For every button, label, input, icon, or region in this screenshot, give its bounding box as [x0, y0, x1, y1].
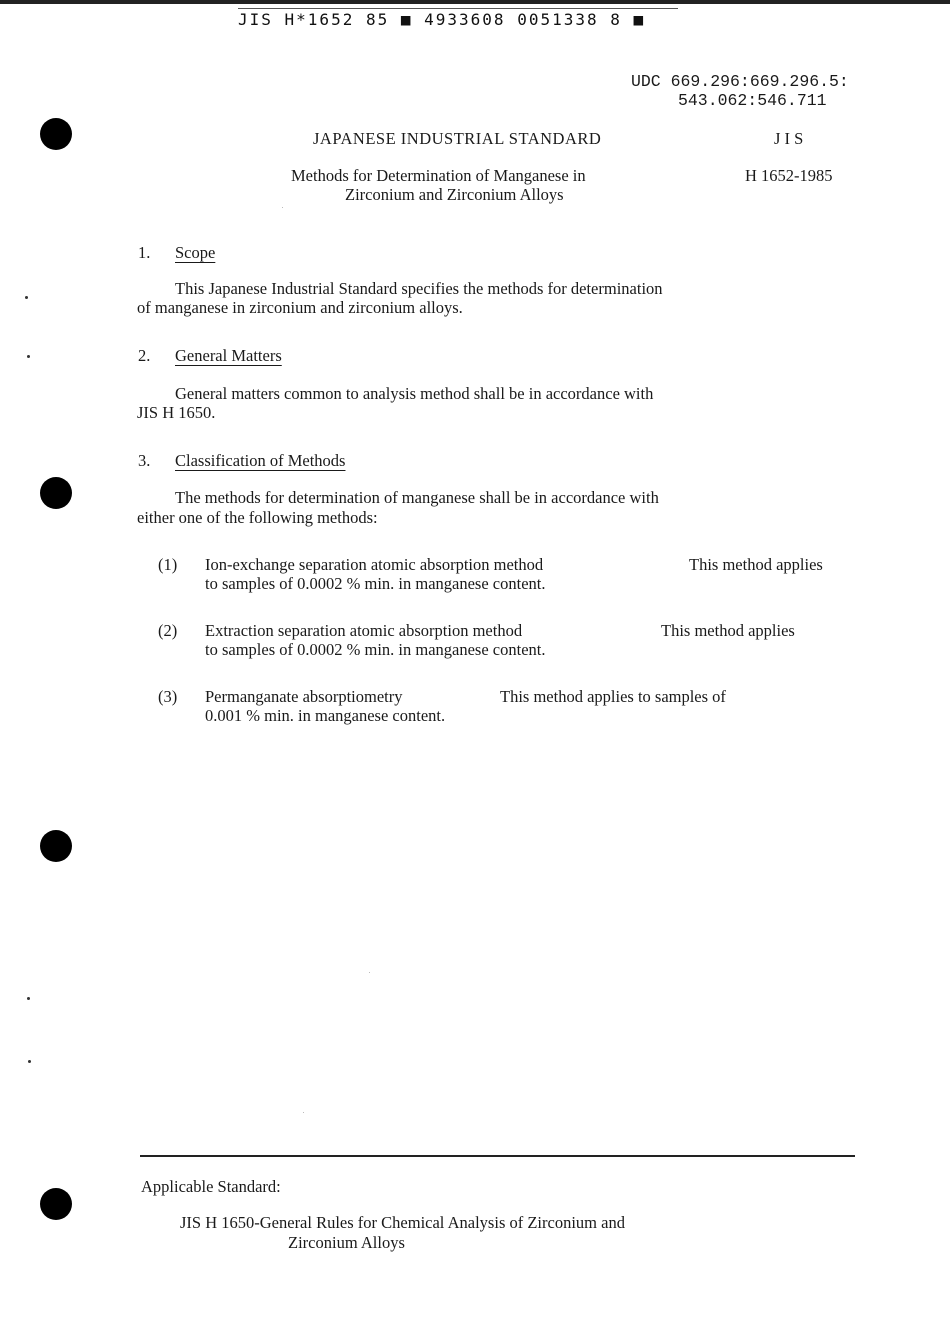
method-item-line2: 0.001 % min. in manganese content.	[205, 706, 446, 725]
method-item-applies: This method applies to samples of	[500, 687, 726, 706]
applicable-standard-label: Applicable Standard:	[141, 1177, 281, 1196]
section-number: 2.	[138, 346, 151, 365]
section-number: 3.	[138, 451, 151, 470]
catalog-barcode-line: JIS H*1652 85 ■ 4933608 0051338 8 ■	[238, 10, 646, 29]
method-item-marker: (3)	[158, 687, 178, 706]
section-text-line2: JIS H 1650.	[137, 403, 216, 422]
method-item-marker: (2)	[158, 621, 178, 640]
applicable-standard-line2: Zirconium Alloys	[288, 1233, 405, 1252]
method-item-name: Permanganate absorptiometry	[205, 687, 403, 706]
method-item-line2: to samples of 0.0002 % min. in manganese content.	[205, 640, 546, 659]
section-text-line2: either one of the following methods:	[137, 508, 378, 527]
method-item-line2: to samples of 0.0002 % min. in manganese content.	[205, 574, 546, 593]
udc-code-line1: UDC 669.296:669.296.5:	[631, 72, 849, 91]
punch-hole-icon	[40, 830, 72, 862]
udc-code-line2: 543.062:546.711	[678, 91, 827, 110]
section-text-line2: of manganese in zirconium and zirconium alloys.	[137, 298, 463, 317]
punch-hole-icon	[40, 1188, 72, 1220]
method-item-marker: (1)	[158, 555, 178, 574]
section-text-line1: The methods for determination of manganese shall be in accordance with	[175, 488, 659, 507]
scan-speck	[25, 296, 28, 299]
scan-speck	[28, 1060, 31, 1063]
scan-speck	[369, 972, 370, 973]
scan-speck	[27, 997, 30, 1000]
doc-title-line2: Zirconium and Zirconium Alloys	[345, 185, 564, 204]
applicable-standard-line1: JIS H 1650-General Rules for Chemical Analysis of Zirconium and	[180, 1213, 625, 1232]
punch-hole-icon	[40, 118, 72, 150]
punch-hole-icon	[40, 477, 72, 509]
section-title-scope: Scope	[175, 243, 216, 262]
doc-title-line1: Methods for Determination of Manganese in	[291, 166, 586, 185]
scan-speck	[282, 207, 283, 208]
jis-mark: J I S	[774, 129, 804, 148]
method-item-applies: This method applies	[661, 621, 795, 640]
header-scan-line	[238, 8, 678, 9]
doc-number: H 1652-1985	[745, 166, 833, 185]
section-text-line1: This Japanese Industrial Standard specifies the methods for determination	[175, 279, 663, 298]
scan-speck	[303, 1112, 304, 1113]
top-scan-border	[0, 0, 950, 4]
method-item-name: Ion-exchange separation atomic absorption method	[205, 555, 544, 574]
method-item-name: Extraction separation atomic absorption method	[205, 621, 523, 640]
footer-divider	[140, 1155, 855, 1157]
standard-title: JAPANESE INDUSTRIAL STANDARD	[313, 129, 602, 148]
section-number: 1.	[138, 243, 151, 262]
section-title-classification: Classification of Methods	[175, 451, 346, 470]
method-item-applies: This method applies	[689, 555, 823, 574]
section-text-line1: General matters common to analysis method shall be in accordance with	[175, 384, 654, 403]
section-title-general-matters: General Matters	[175, 346, 282, 365]
scan-speck	[27, 355, 30, 358]
